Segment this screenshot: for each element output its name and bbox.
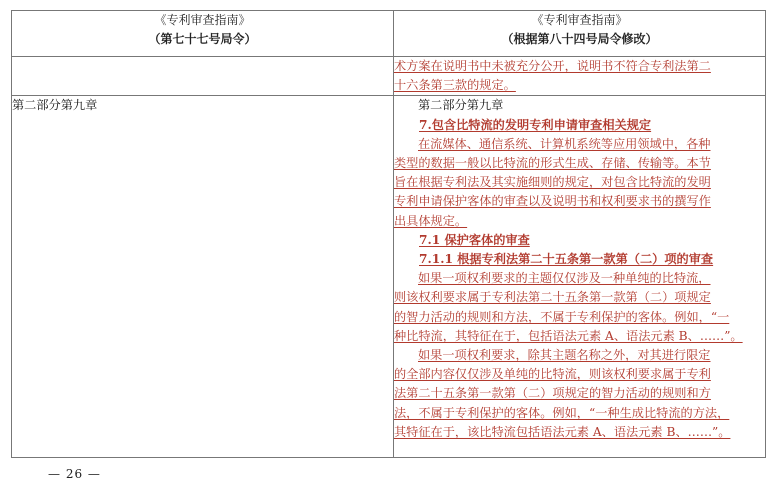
continuation-right-cell: [394, 57, 766, 96]
section-7-line: 类型的数据一般以比特流的形式生成、存储、传输等。本节: [394, 156, 711, 171]
left-chapter-heading: 第二部分第九章: [12, 98, 98, 113]
header-left-title: 《专利审查指南》: [154, 13, 251, 27]
main-right-cell: [394, 96, 766, 458]
page-number: — 26 —: [48, 467, 101, 481]
paragraph-1-line: 如果一项权利要求的主题仅仅涉及一种单纯的比特流，: [418, 271, 711, 286]
section-7-1-1-title: 7.1.1 根据专利法第二十五条第一款第（二）项的审查: [419, 252, 714, 267]
section-7-1-title: 7.1 保护客体的审查: [419, 232, 530, 247]
continuation-row: [12, 57, 766, 96]
right-chapter-heading: 第二部分第九章: [418, 98, 504, 113]
section-7-title: 7.包含比特流的发明专利申请审查相关规定: [419, 117, 652, 132]
paragraph-1-line: 种比特流，其特征在于，包括语法元素 A、语法元素 B、……”。: [394, 328, 743, 343]
paragraph-1-line: 的智力活动的规则和方法，不属于专利保护的客体。例如，“一: [394, 309, 730, 324]
header-row: [12, 11, 766, 57]
continuation-line: 十六条第三款的规定。: [394, 78, 516, 93]
continuation-line: 术方案在说明书中未被充分公开，说明书不符合专利法第二: [394, 59, 711, 73]
section-7-line: 专利申请保护客体的审查以及说明书和权利要求书的撰写作: [394, 194, 711, 209]
paragraph-2-line: 法第二十五条第一款第（二）项规定的智力活动的规则和方: [394, 386, 711, 401]
paragraph-1-line: 则该权利要求属于专利法第二十五条第一款第（二）项规定: [394, 290, 711, 305]
paragraph-2-line: 其特征在于，该比特流包括语法元素 A、语法元素 B、……”。: [394, 424, 731, 439]
section-7-line: 旨在根据专利法及其实施细则的规定，对包含比特流的发明: [394, 175, 711, 190]
comparison-table: [11, 10, 766, 458]
paragraph-2-line: 法，不属于专利保护的客体。例如，“一种生成比特流的方法，: [394, 405, 730, 420]
main-row: [12, 96, 766, 458]
header-right-title: 《专利审查指南》: [531, 13, 628, 27]
header-left-subtitle: （第七十七号局令）: [148, 32, 257, 46]
header-right-cell: [394, 11, 766, 57]
continuation-left-cell: [12, 57, 394, 96]
header-right-subtitle: （根据第八十四号局令修改）: [501, 32, 658, 46]
paragraph-2-line: 如果一项权利要求，除其主题名称之外，对其进行限定: [418, 348, 711, 363]
header-left-cell: [12, 11, 394, 57]
section-7-line: 在流媒体、通信系统、计算机系统等应用领域中，各种: [418, 136, 711, 151]
section-7-line: 出具体规定。: [394, 213, 468, 228]
paragraph-2-line: 的全部内容仅仅涉及单纯的比特流，则该权利要求属于专利: [394, 367, 711, 382]
main-left-cell: [12, 96, 394, 458]
